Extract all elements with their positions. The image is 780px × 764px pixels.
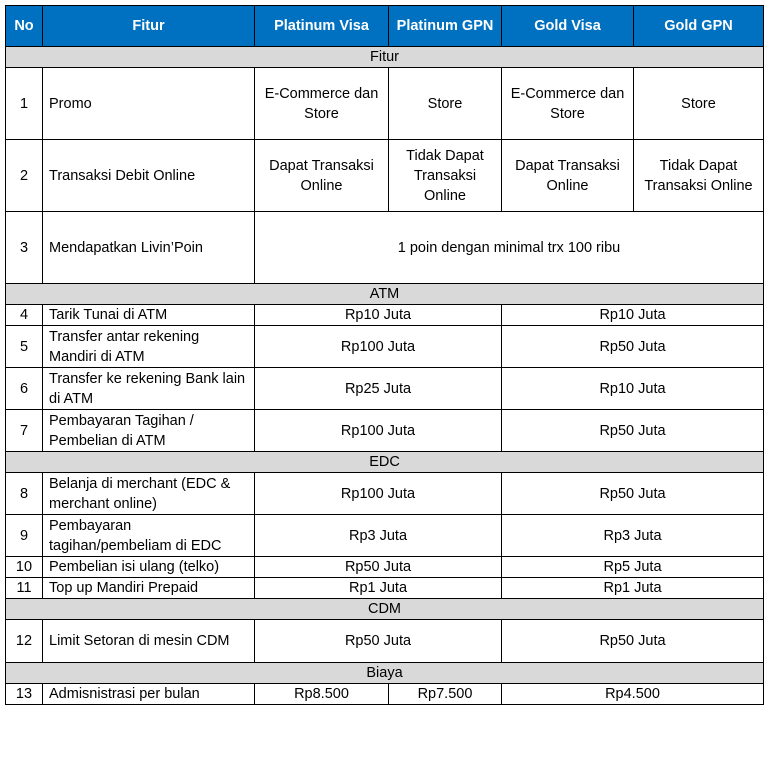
table-row: [6, 684, 764, 705]
feature-name: Top up Mandiri Prepaid: [43, 578, 255, 599]
gold-gpn-value: Store: [634, 68, 764, 140]
feature-name: Tarik Tunai di ATM: [43, 305, 255, 326]
row-number: 1: [6, 68, 43, 140]
row-number: 2: [6, 140, 43, 212]
header-gold-visa: Gold Visa: [502, 6, 634, 47]
platinum-limit: Rp100 Juta: [255, 410, 502, 452]
table-row: [6, 410, 764, 452]
section-label: ATM: [6, 284, 764, 305]
table-row: [6, 578, 764, 599]
header-platinum-gpn: Platinum GPN: [389, 6, 502, 47]
platinum-limit: Rp25 Juta: [255, 368, 502, 410]
table-row: [6, 140, 764, 212]
feature-name: Pembelian isi ulang (telko): [43, 557, 255, 578]
platinum-limit: Rp1 Juta: [255, 578, 502, 599]
row-number: 7: [6, 410, 43, 452]
platinum-visa-value: Dapat Transaksi Online: [255, 140, 389, 212]
feature-name: Transfer ke rekening Bank lain di ATM: [43, 368, 255, 410]
row-number: 9: [6, 515, 43, 557]
platinum-limit: Rp100 Juta: [255, 473, 502, 515]
gold-visa-value: Dapat Transaksi Online: [502, 140, 634, 212]
feature-name: Admisnistrasi per bulan: [43, 684, 255, 705]
table-row: [6, 473, 764, 515]
header-no: No: [6, 6, 43, 47]
feature-name: Mendapatkan Livin’Poin: [43, 212, 255, 284]
platinum-limit: Rp3 Juta: [255, 515, 502, 557]
header-gold-gpn: Gold GPN: [634, 6, 764, 47]
header-platinum-visa: Platinum Visa: [255, 6, 389, 47]
feature-name: Pembayaran Tagihan / Pembelian di ATM: [43, 410, 255, 452]
platinum-visa-value: E-Commerce dan Store: [255, 68, 389, 140]
gold-limit: Rp50 Juta: [502, 326, 764, 368]
gold-limit: Rp5 Juta: [502, 557, 764, 578]
platinum-limit: Rp50 Juta: [255, 620, 502, 663]
feature-name: Pembayaran tagihan/pembeliam di EDC: [43, 515, 255, 557]
section-label: CDM: [6, 599, 764, 620]
gold-gpn-value: Tidak Dapat Transaksi Online: [634, 140, 764, 212]
platinum-limit: Rp50 Juta: [255, 557, 502, 578]
gold-limit: Rp10 Juta: [502, 368, 764, 410]
table-row: [6, 368, 764, 410]
platinum-gpn-fee: Rp7.500: [389, 684, 502, 705]
section-label: EDC: [6, 452, 764, 473]
table-row: [6, 68, 764, 140]
feature-name: Limit Setoran di mesin CDM: [43, 620, 255, 663]
section-row-atm: [6, 284, 764, 305]
feature-comparison-table: [5, 5, 764, 705]
feature-name: Promo: [43, 68, 255, 140]
all-cards-value: 1 poin dengan minimal trx 100 ribu: [255, 212, 764, 284]
header-row: [6, 6, 764, 47]
section-row-biaya: [6, 663, 764, 684]
row-number: 11: [6, 578, 43, 599]
row-number: 8: [6, 473, 43, 515]
platinum-gpn-value: Tidak Dapat Transaksi Online: [389, 140, 502, 212]
feature-name: Transfer antar rekening Mandiri di ATM: [43, 326, 255, 368]
feature-name: Belanja di merchant (EDC & merchant online): [43, 473, 255, 515]
section-row-fitur: [6, 47, 764, 68]
table-row: [6, 515, 764, 557]
gold-limit: Rp50 Juta: [502, 473, 764, 515]
gold-limit: Rp50 Juta: [502, 410, 764, 452]
platinum-visa-fee: Rp8.500: [255, 684, 389, 705]
row-number: 4: [6, 305, 43, 326]
row-number: 6: [6, 368, 43, 410]
gold-visa-value: E-Commerce dan Store: [502, 68, 634, 140]
gold-limit: Rp50 Juta: [502, 620, 764, 663]
section-label: Biaya: [6, 663, 764, 684]
platinum-gpn-value: Store: [389, 68, 502, 140]
row-number: 5: [6, 326, 43, 368]
section-row-cdm: [6, 599, 764, 620]
row-number: 12: [6, 620, 43, 663]
row-number: 10: [6, 557, 43, 578]
gold-limit: Rp10 Juta: [502, 305, 764, 326]
table-row: [6, 212, 764, 284]
gold-fee: Rp4.500: [502, 684, 764, 705]
table-row: [6, 620, 764, 663]
header-fitur: Fitur: [43, 6, 255, 47]
table-row: [6, 305, 764, 326]
section-label: Fitur: [6, 47, 764, 68]
platinum-limit: Rp10 Juta: [255, 305, 502, 326]
table-row: [6, 557, 764, 578]
feature-name: Transaksi Debit Online: [43, 140, 255, 212]
platinum-limit: Rp100 Juta: [255, 326, 502, 368]
table-row: [6, 326, 764, 368]
gold-limit: Rp1 Juta: [502, 578, 764, 599]
section-row-edc: [6, 452, 764, 473]
gold-limit: Rp3 Juta: [502, 515, 764, 557]
row-number: 3: [6, 212, 43, 284]
row-number: 13: [6, 684, 43, 705]
